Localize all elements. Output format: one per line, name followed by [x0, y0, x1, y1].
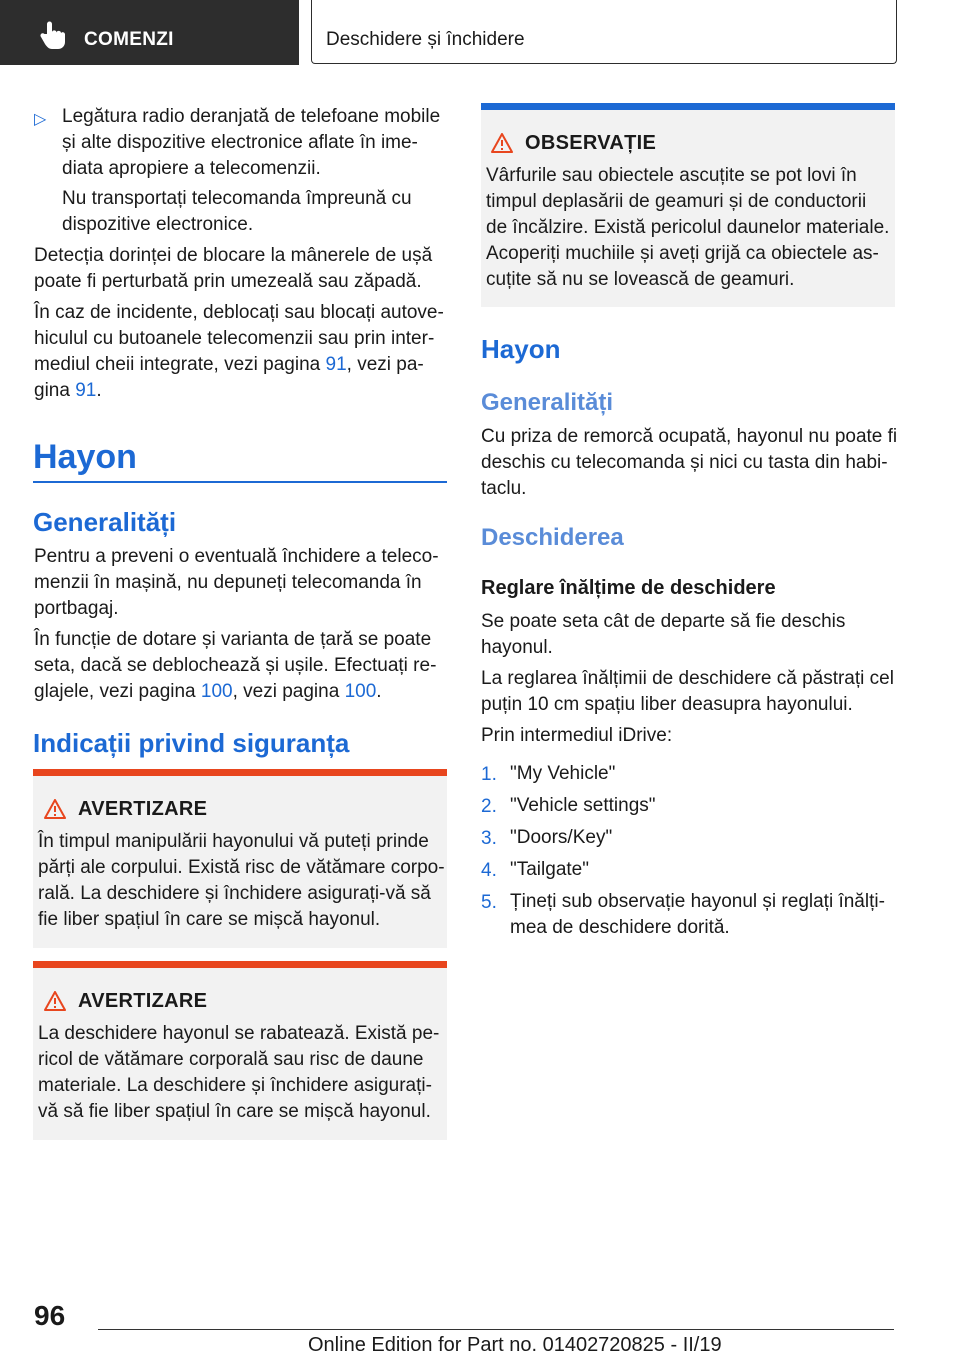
bullet-sub-line-2: dispozitive electronice. [62, 214, 254, 235]
text-run: . [96, 380, 102, 401]
heading-reglare: Reglare înălțime de deschidere [481, 577, 776, 599]
paragraph-line: seta, dacă se deblochează și ușile. Efectuați re‐ [34, 655, 437, 676]
hand-pointer-icon [40, 20, 66, 50]
bullet-line-3: diata apropiere a telecomenzii. [62, 158, 321, 179]
text-run: . [376, 681, 382, 702]
paragraph-line: Se poate seta cât de departe să fie deschis [481, 611, 846, 632]
step-number: 5. [481, 892, 497, 913]
step-text: "My Vehicle" [510, 763, 616, 784]
page-link[interactable]: 100 [200, 681, 233, 702]
section-title: COMENZI [84, 29, 174, 50]
heading-rule [33, 481, 447, 483]
section-tab[interactable] [0, 0, 299, 65]
paragraph-line: taclu. [481, 478, 527, 499]
page-link[interactable]: 91 [325, 354, 347, 375]
heading-deschiderea: Deschiderea [481, 524, 624, 551]
warning-line: materiale. La deschidere și închidere asigurați- [38, 1075, 432, 1096]
warning-title: AVERTIZARE [78, 990, 208, 1012]
warning-bar [33, 961, 447, 968]
heading-hayon: Hayon [33, 438, 137, 476]
paragraph-line: poate fi perturbată prin umezeală sau zăpadă. [34, 271, 422, 292]
warning-box [33, 769, 447, 948]
warning-box [33, 961, 447, 1140]
note-line: cuțite să nu se lovească de geamuri. [486, 269, 795, 290]
paragraph-line: portbagaj. [34, 598, 119, 619]
paragraph-line: hiculul cu butoanele telecomenzii sau prin inter‐ [34, 328, 435, 349]
step-text: Țineți sub observație hayonul și reglați înălți‐ [510, 891, 885, 912]
paragraph-line: Cu priza de remorcă ocupată, hayonul nu poate fi [481, 426, 898, 447]
paragraph-line: În caz de incidente, deblocați sau blocați autove‐ [34, 302, 444, 323]
paragraph-line: În funcție de dotare și varianta de țară se poate [34, 629, 432, 650]
note-bar [481, 103, 895, 110]
note-box [481, 103, 895, 307]
paragraph-line [34, 352, 424, 378]
step-text: "Vehicle settings" [510, 795, 656, 816]
page-link[interactable]: 100 [344, 681, 377, 702]
warning-triangle-icon [44, 799, 66, 819]
note-line: de încălzire. Există pericolul daunelor materiale. [486, 217, 890, 238]
text-run: , vezi pagina [232, 681, 345, 702]
footer-edition: Online Edition for Part no. 01402720825 - II/19 [308, 1334, 722, 1356]
bullet-line-2: și alte dispozitive electronice aflate în ime‐ [62, 132, 418, 153]
heading-generalitati: Generalități [481, 389, 614, 416]
step-number: 4. [481, 860, 497, 881]
warning-line: fie liber spațiul în care se mișcă hayonul. [38, 909, 381, 930]
text-run: glajele, vezi pagina [34, 681, 201, 702]
chapter-title: Deschidere și închidere [326, 29, 525, 50]
warning-triangle-icon [44, 991, 66, 1011]
paragraph-line: La reglarea înălțimii de deschidere că păstrați cel [481, 668, 894, 689]
text-run: gina [34, 380, 76, 401]
warning-title: AVERTIZARE [78, 798, 208, 820]
warning-line: ricol de vătămare corporală sau risc de daune [38, 1049, 424, 1070]
chapter-tab [311, 0, 897, 64]
step-number: 1. [481, 764, 497, 785]
note-line: Vârfurile sau obiectele ascuțite se pot lovi în [486, 165, 857, 186]
heading-hayon-continued: Hayon [481, 334, 561, 364]
paragraph-line [34, 679, 382, 705]
paragraph-line: menzii în mașină, nu depuneți telecomanda în [34, 572, 422, 593]
warning-line: părți ale corpului. Există risc de vătămare corpo‐ [38, 857, 445, 878]
step-text-continued: mea de deschidere dorită. [510, 917, 730, 938]
footer-rule [98, 1329, 894, 1330]
page-link[interactable]: 91 [75, 380, 97, 401]
step-number: 2. [481, 796, 497, 817]
note-line: Acoperiți muchiile și aveți grijă ca obiectele as‐ [486, 243, 879, 264]
paragraph-line: hayonul. [481, 637, 553, 658]
note-line: timpul deplasării de geamuri și de conductorii [486, 191, 867, 212]
heading-generalitati: Generalități [33, 507, 177, 537]
warning-line: rală. La deschidere și închidere asigurați-vă să [38, 883, 431, 904]
bullet-marker: ▷ [34, 111, 47, 128]
paragraph-line: Detecția dorinței de blocare la mânerele de ușă [34, 245, 433, 266]
paragraph-line: Pentru a preveni o eventuală închidere a teleco‐ [34, 546, 439, 567]
warning-triangle-icon [491, 133, 513, 153]
paragraph-line [34, 378, 102, 404]
text-run: mediul cheii integrate, vezi pagina [34, 354, 326, 375]
step-text: "Doors/Key" [510, 827, 613, 848]
paragraph-line: Prin intermediul iDrive: [481, 725, 673, 746]
text-run: , vezi pa‐ [346, 354, 424, 375]
warning-line: În timpul manipulării hayonului vă puteți prinde [38, 831, 429, 852]
warning-bar [33, 769, 447, 776]
warning-line: La deschidere hayonul se rabatează. Există pe‐ [38, 1023, 440, 1044]
bullet-line-1: Legătura radio deranjată de telefoane mobile [62, 106, 441, 127]
paragraph-line: puțin 10 cm spațiu liber deasupra hayonului. [481, 694, 853, 715]
step-number: 3. [481, 828, 497, 849]
paragraph-line: deschis cu telecomanda și nici cu tasta din habi‐ [481, 452, 888, 473]
heading-safety: Indicații privind siguranța [33, 728, 350, 758]
warning-line: vă să fie liber spațiul în care se mișcă hayonul. [38, 1101, 431, 1122]
note-title: OBSERVAȚIE [525, 132, 657, 154]
page-number: 96 [34, 1300, 66, 1331]
bullet-sub-line-1: Nu transportați telecomanda împreună cu [62, 188, 412, 209]
step-text: "Tailgate" [510, 859, 589, 880]
